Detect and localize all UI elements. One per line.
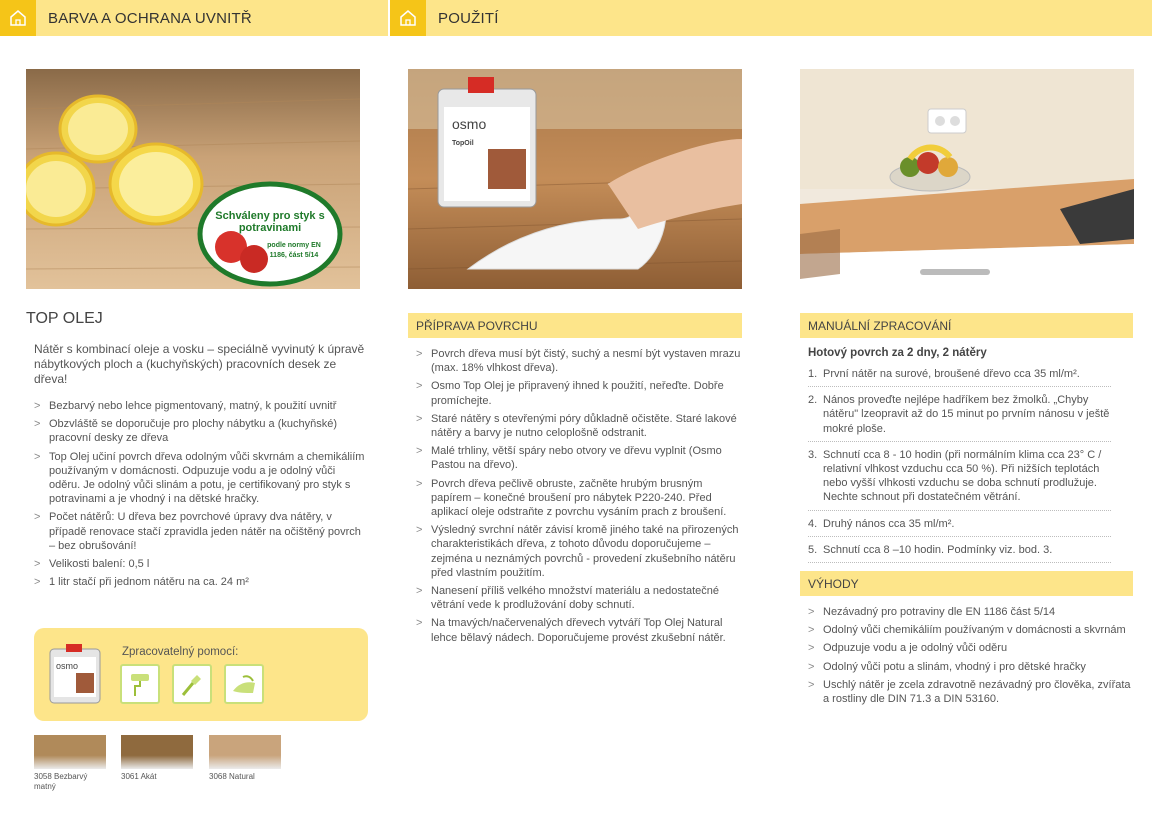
list-item: > Uschlý nátěr je zcela zdravotně nezávadný pro člověka, zvířata a rostliny dle DIN 71.3 a DIN 53160. bbox=[808, 678, 1131, 706]
swatch-3058 bbox=[34, 735, 106, 769]
list-item: > Velikosti balení: 0,5 l bbox=[34, 558, 150, 571]
list-item: > Nanesení příliš velkého množství materiálu a nedostatečné větrání vede k prodlužování doby schnutí. bbox=[416, 585, 719, 612]
badge-line1: Schváleny pro styk s bbox=[215, 210, 325, 222]
list-item: > Povrch dřeva musí být čistý, suchý a nesmí být vystaven mrazu (max. 18% vlhkost dřeva). bbox=[416, 348, 741, 375]
preparation-bullets bbox=[408, 347, 742, 645]
preparation-column bbox=[408, 313, 742, 649]
badge-line2: potravinami bbox=[238, 222, 302, 234]
swatch-label: 3058 Bezbarvý matný bbox=[34, 772, 88, 791]
list-item: > Top Olej učiní povrch dřeva odolným vůči skvrnám a chemikáliím používaným v domácnosti. Odpuzuje vodu a je odolný vůči oděru. Je odolný vůči slinám a potu, je certifikovaný pro styk s potravinami a je vhodný i na dětské hračky. bbox=[34, 450, 365, 506]
badge-line4: 1186, část 5/14 bbox=[269, 252, 319, 259]
step-item: 5. Schnutí cca 8 –10 hodin. Podmínky viz. bod. 3. bbox=[808, 543, 1111, 563]
can-product: TopOil bbox=[452, 140, 474, 147]
brush-icon bbox=[172, 664, 212, 704]
list-item: > 1 litr stačí při jednom nátěru na ca. 24 m² bbox=[34, 576, 249, 589]
step-item: 3. Schnutí cca 8 - 10 hodin (při normálním klima cca 23° C / relativní vlhkost vzduchu cca 50 %). Při nižších teplotách nebo vyšší vlhkosti vzduchu se doba schnutí prodlužuje. Nechte schnout při dostatečném větrání. bbox=[808, 448, 1111, 511]
swatch-label: 3068 Natural bbox=[209, 772, 255, 781]
can-brand: osmo bbox=[452, 116, 487, 132]
manual-subheading: Hotový povrch za 2 dny, 2 nátěry bbox=[808, 347, 987, 359]
list-item: > Obzvláště se doporučuje pro plochy nábytku a (kuchyňské) pracovní desky ze dřeva bbox=[34, 418, 337, 445]
list-item: > Staré nátěry s otevřenými póry důkladně očistěte. Staré lakové nátěry a barvy je nutno celoplošně odstranit. bbox=[416, 412, 737, 440]
list-item: > Osmo Top Olej je připravený ihned k použití, neřeďte. Dobře promíchejte. bbox=[416, 380, 724, 407]
list-item: > Nezávadný pro potraviny dle EN 1186 část 5/14 bbox=[808, 606, 1056, 619]
swatch-3061 bbox=[121, 735, 193, 769]
application-photo bbox=[408, 69, 742, 289]
roller-icon bbox=[120, 664, 160, 704]
manual-column bbox=[800, 313, 1133, 710]
benefits-bullets bbox=[800, 605, 1133, 706]
lemons-photo bbox=[26, 69, 360, 289]
step-item: 1. První nátěr na surové, broušené dřevo cca 35 ml/m². bbox=[808, 367, 1111, 387]
badge-line3: podle normy EN bbox=[267, 242, 321, 249]
product-bullets bbox=[26, 399, 366, 589]
list-item: > Na tmavých/načervenalých dřevech vytváří Top Olej Natural lehce bělavý nádech. Doporučujeme provést zkušební nátěr. bbox=[416, 617, 726, 644]
tools-title: Zpracovatelný pomocí: bbox=[122, 646, 239, 658]
list-item: > Odpuzuje vodu a je odolný vůči oděru bbox=[808, 642, 1008, 655]
preparation-heading: PŘÍPRAVA POVRCHU bbox=[408, 313, 742, 338]
swatch-3068 bbox=[209, 735, 281, 769]
product-title: TOP OLEJ bbox=[26, 310, 103, 327]
list-item: > Odolný vůči potu a slinám, vhodný i pro dětské hračky bbox=[808, 660, 1086, 673]
benefits-heading: VÝHODY bbox=[800, 571, 1133, 596]
product-intro: Nátěr s kombinací oleje a vosku – speciálně vyvinutý k úpravě nábytkových ploch a (kuchyňských) pracovních desek ze dřeva! bbox=[34, 342, 365, 386]
svg-text:osmo: osmo bbox=[56, 661, 79, 671]
list-item: > Odolný vůči chemikáliím používaným v domácnosti a skvrnám bbox=[808, 624, 1126, 637]
swatch-label: 3061 Akát bbox=[121, 772, 157, 781]
list-item: > Výsledný svrchní nátěr závisí kromě jiného také na přirozených charakteristikách dřeva, z tohoto důvodu doporučujeme – zejména u neznámých povrchů - provedení zkušebního nátěru před vlastním použitím. bbox=[416, 524, 739, 579]
manual-heading: MANUÁLNÍ ZPRACOVÁNÍ bbox=[800, 313, 1133, 338]
manual-steps bbox=[808, 367, 1111, 563]
product-column bbox=[26, 310, 366, 593]
section-title-left: BARVA A OCHRANA UVNITŘ bbox=[48, 9, 252, 27]
list-item: > Bezbarvý nebo lehce pigmentovaný, matný, k použití uvnitř bbox=[34, 400, 337, 412]
product-can-icon bbox=[44, 643, 106, 705]
list-item: > Povrch dřeva pečlivě obruste, začněte hrubým brusným papírem – konečné broušení pro nábytek P220-240. Před aplikací oleje odstraňte z povrchu vysáním prach z broušení. bbox=[416, 477, 727, 519]
section-title-right: POUŽITÍ bbox=[438, 9, 499, 27]
header-bar-left bbox=[0, 0, 388, 36]
house-icon bbox=[0, 0, 36, 36]
step-item: 2. Nános proveďte nejlépe hadříkem bez žmolků. „Chyby nátěru" lzeopravit až do 15 minut po prvním nánosu v ještě mokré ploše. bbox=[808, 393, 1111, 442]
cloth-icon bbox=[224, 664, 264, 704]
list-item: > Počet nátěrů: U dřeva bez povrchové úpravy dva nátěry, v případě renovace stačí zpravidla jeden nátěr na očištěný povrch – bez obrušování! bbox=[34, 511, 361, 552]
kitchen-photo bbox=[800, 69, 1134, 289]
header-bar-right bbox=[390, 0, 1152, 36]
list-item: > Malé trhliny, větší spáry nebo otvory ve dřevu vyplnit (Osmo Pastou na dřevo). bbox=[416, 445, 722, 472]
application-tools-box bbox=[34, 628, 368, 721]
house-icon bbox=[390, 0, 426, 36]
step-item: 4. Druhý nános cca 35 ml/m². bbox=[808, 517, 1111, 537]
